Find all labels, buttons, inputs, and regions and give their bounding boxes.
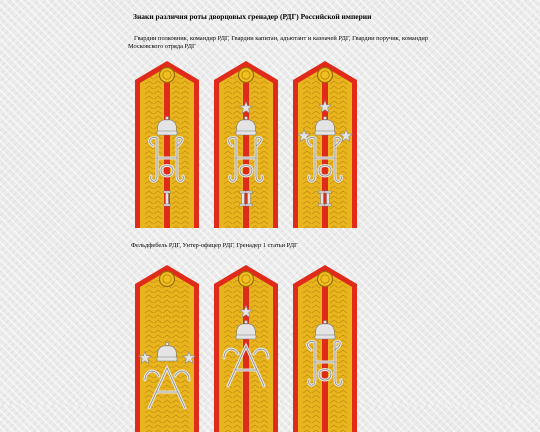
- shoulder-strap-grenadier: [289, 262, 361, 432]
- button-icon: [160, 68, 175, 83]
- button-icon: [318, 272, 333, 287]
- shoulder-strap-colonel: [131, 58, 203, 228]
- shoulder-strap-sergeant-major: [131, 262, 203, 432]
- button-icon: [239, 68, 254, 83]
- shoulder-strap-nco: [210, 262, 282, 432]
- page-title: Знаки различия роты дворцовых гренадер (РДГ) Российской империи: [133, 12, 372, 21]
- button-icon: [160, 272, 175, 287]
- button-icon: [239, 272, 254, 287]
- ranks-caption: Фельдфебель РДГ, Унтер-офицер РДГ, Гренадер 1 статьи РДГ: [131, 242, 298, 249]
- center-stripe: [322, 274, 328, 432]
- officers-caption: Гвардии полковник, командир РДГ, Гвардии капитан, адъютант и казначей РДГ, Гвардии поручик, командир Московского отряда РДГ: [128, 35, 428, 50]
- shoulder-strap-lieutenant: [289, 58, 361, 228]
- button-icon: [318, 68, 333, 83]
- shoulder-strap-captain: [210, 58, 282, 228]
